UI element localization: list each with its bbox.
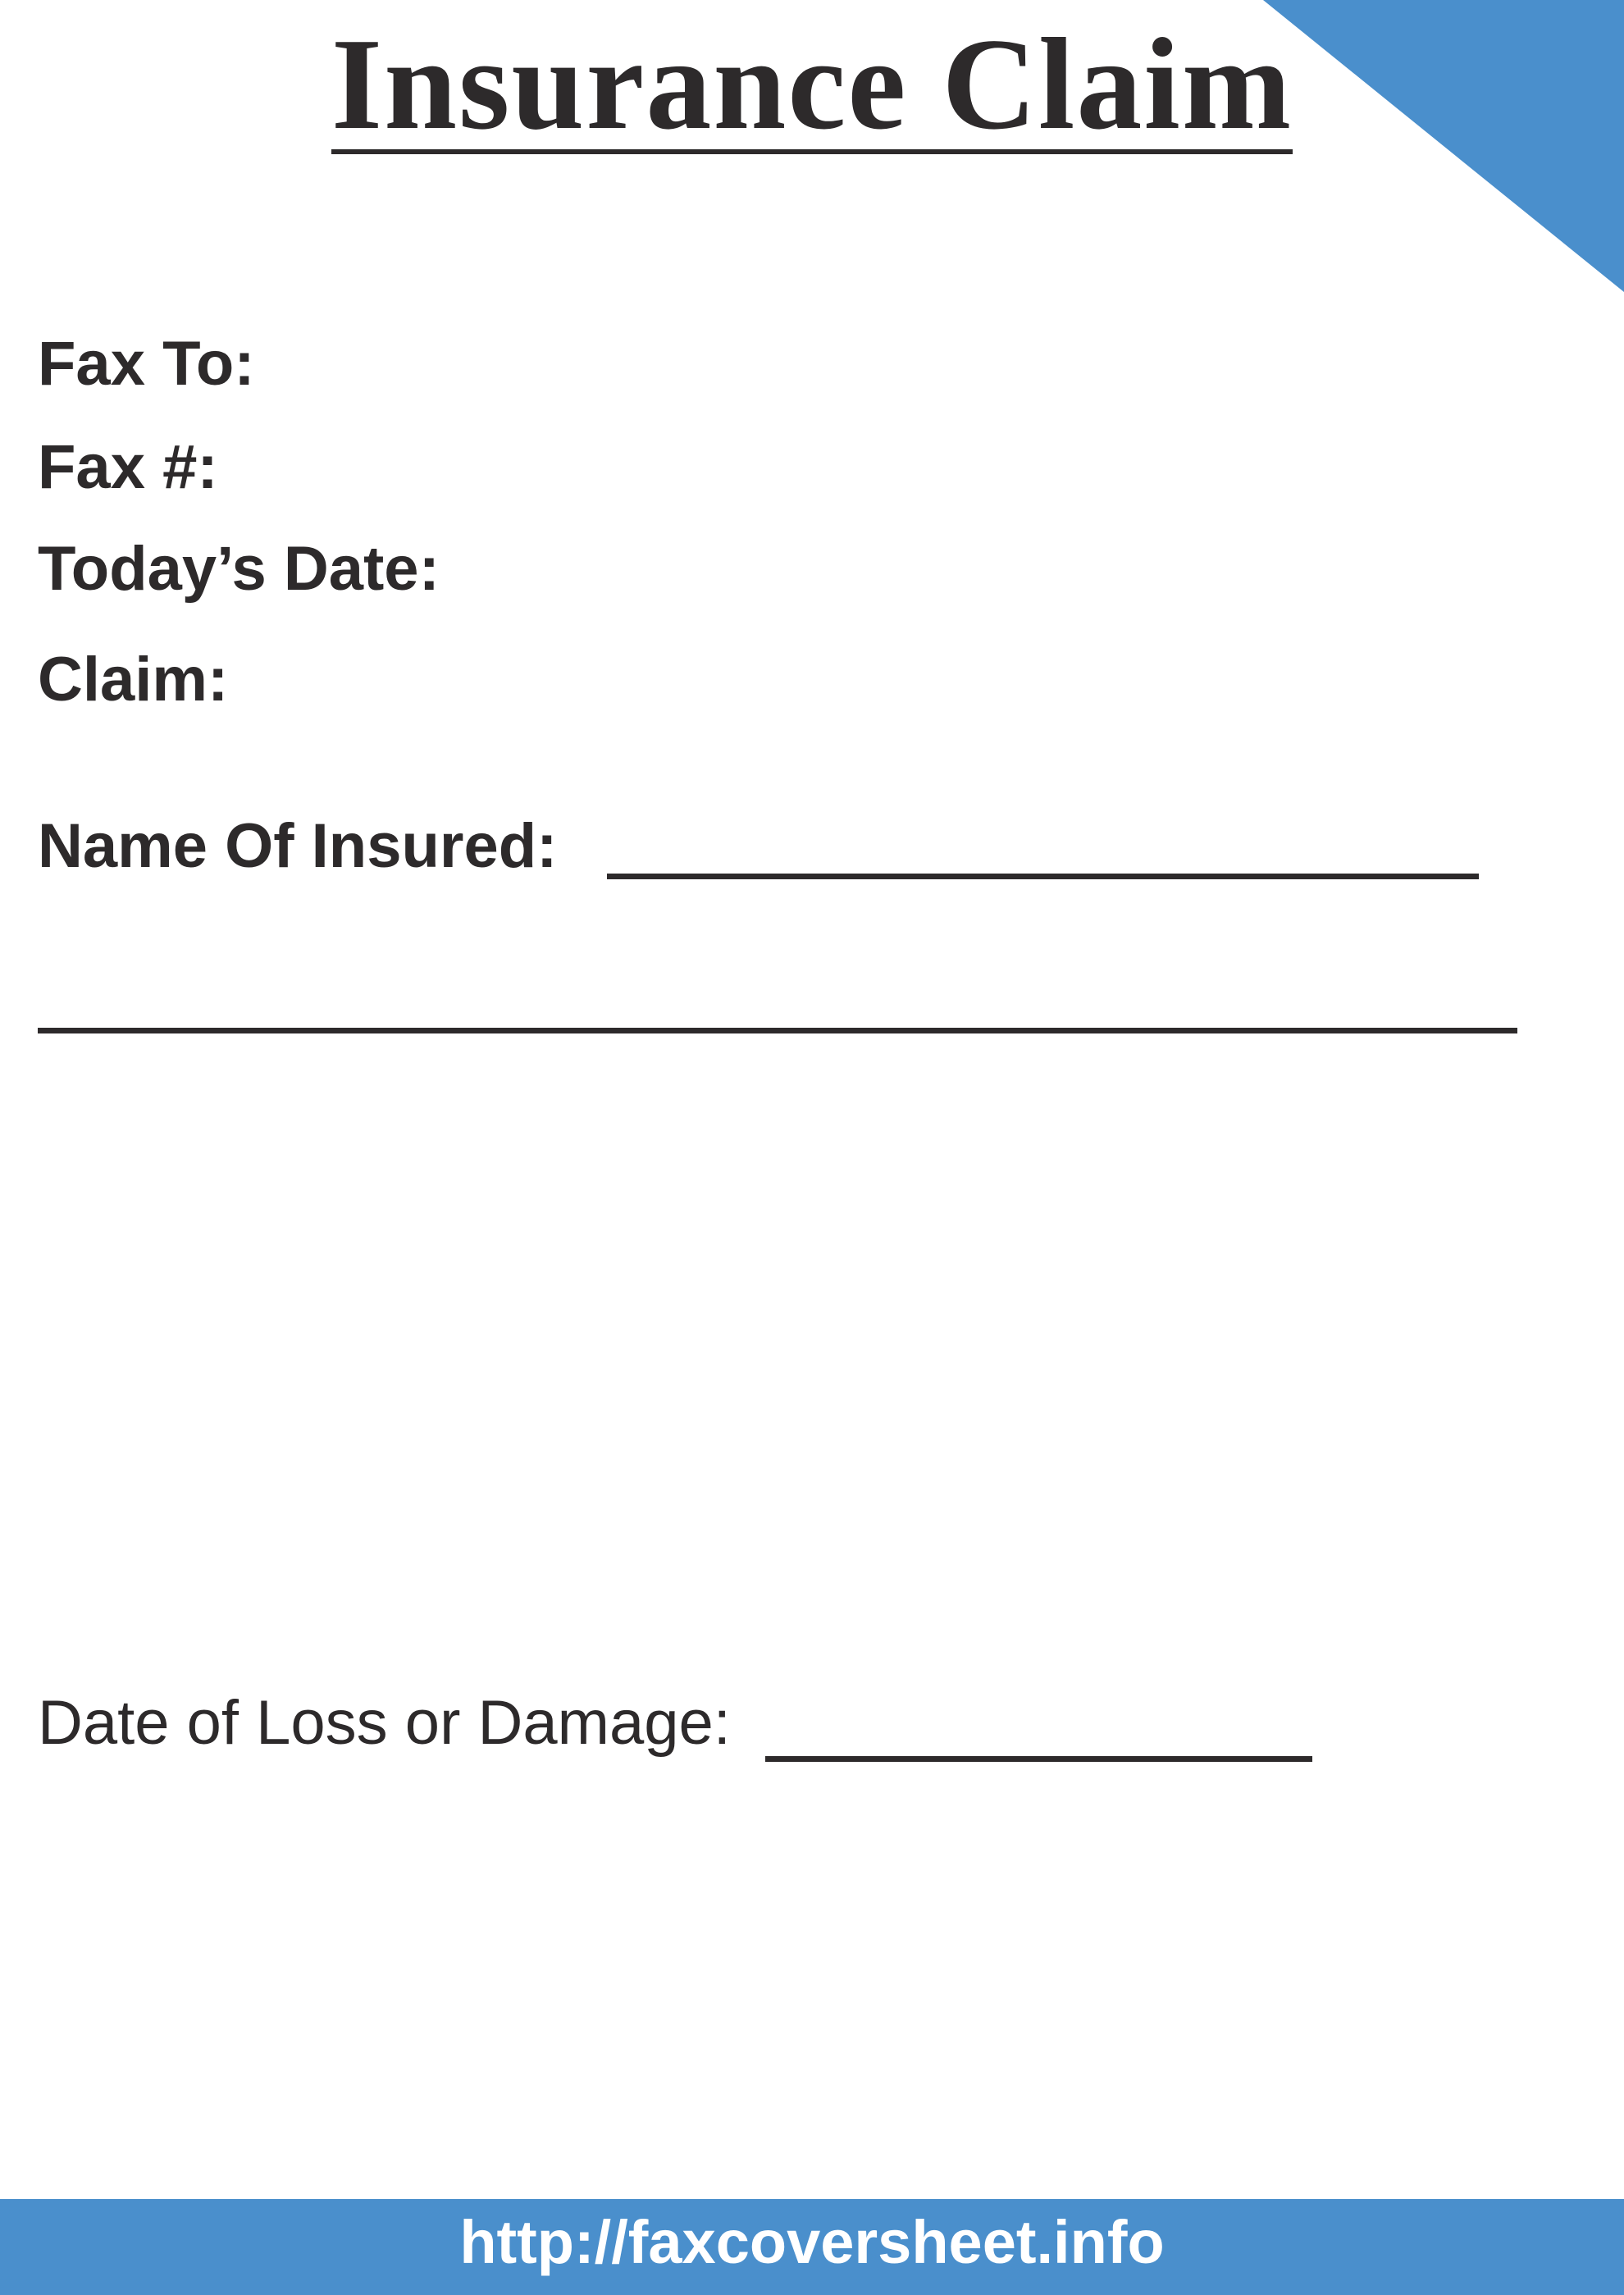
todays-date-label: Today’s Date: — [38, 534, 440, 604]
name-of-insured-continuation-line[interactable] — [38, 1028, 1517, 1033]
page-title — [0, 11, 1624, 157]
name-of-insured-line[interactable] — [607, 874, 1479, 879]
footer-bar — [0, 2199, 1624, 2295]
fax-to-label: Fax To: — [38, 329, 255, 399]
name-of-insured-label: Name Of Insured: — [38, 811, 558, 881]
date-of-loss-line[interactable] — [765, 1756, 1312, 1762]
page-title-text: Insurance Claim — [331, 11, 1293, 157]
claim-label: Claim: — [38, 645, 229, 714]
date-of-loss-label: Date of Loss or Damage: — [38, 1688, 731, 1758]
footer-url[interactable]: http://faxcoversheet.info — [459, 2208, 1165, 2276]
fax-number-label: Fax #: — [38, 432, 218, 502]
